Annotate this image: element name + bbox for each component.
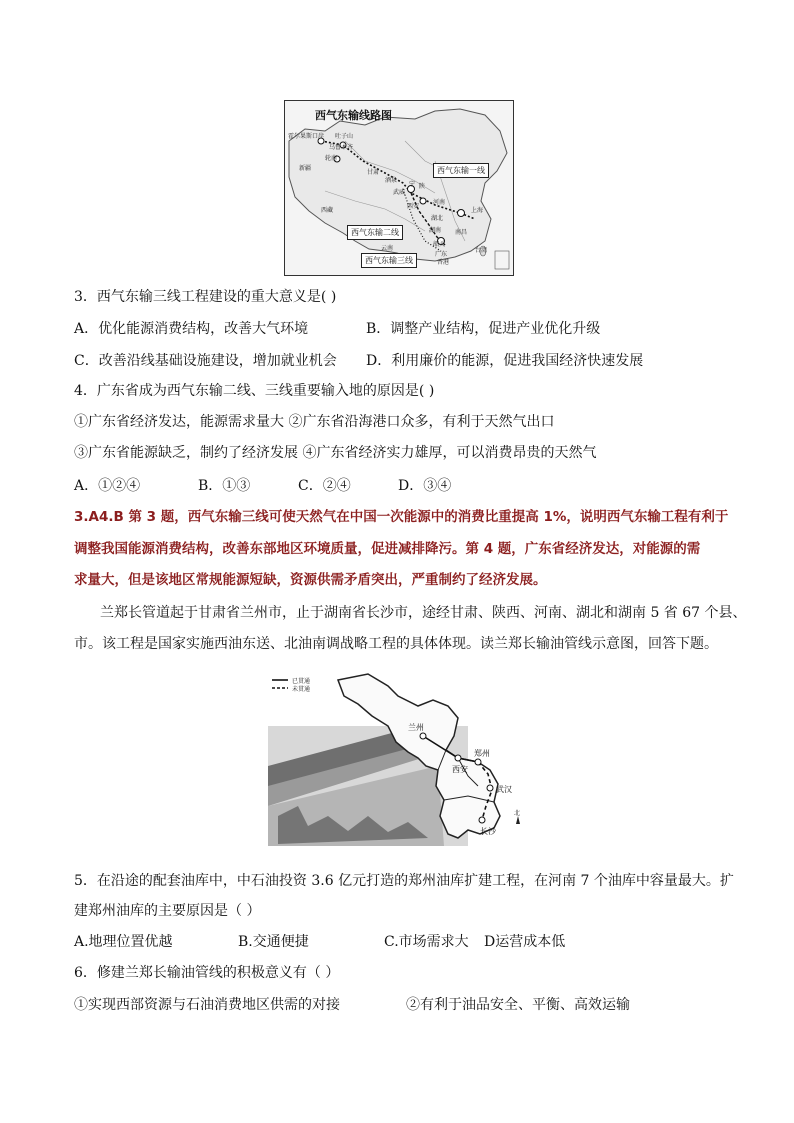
map2-legend-built: 已贯通 xyxy=(292,678,311,685)
lanzhengchang-pipeline-map xyxy=(268,666,528,846)
map1-label-nanchang: 南昌 xyxy=(455,229,468,236)
map2-north-label: 北 xyxy=(514,810,521,817)
q5-stem-line2: 建郑州油库的主要原因是（ ） xyxy=(74,903,261,919)
map1-label-shaoguan: 韶关 xyxy=(433,241,446,248)
q3-option-c: C．改善沿线基础设施建设，增加就业机会 xyxy=(74,353,337,369)
q4-statement-1: ①广东省经济发达，能源需求量大 ②广东省沿海港口众多，有利于天然气出口 xyxy=(74,414,555,430)
q3-option-a: A．优化能源消费结构，改善大气环境 xyxy=(74,321,309,337)
answer-explanation-line2: 调整我国能源消费结构，改善东部地区环境质量，促进减排降污。第 4 题，广东省经济发达，对能源的需 xyxy=(74,541,701,557)
q4-option-a: A．①②④ xyxy=(74,478,141,494)
q4-stem: 4．广东省成为西气东输二线、三线重要输入地的原因是( ) xyxy=(74,383,435,399)
map1-label-xizang: 西藏 xyxy=(321,207,334,214)
q6-statement-1: ①实现西部资源与石油消费地区供需的对接 xyxy=(74,997,340,1013)
map1-label-shaanxi: 陕 xyxy=(419,183,426,190)
q5-option-c: C.市场需求大 xyxy=(384,934,469,950)
map1-label-jiuquan: 酒泉 xyxy=(385,177,398,184)
map1-label-wulumuqi: 乌鲁木齐 xyxy=(329,144,354,151)
map1-label-tuha: 吐子山 xyxy=(335,133,354,140)
map1-label-henan: 河南 xyxy=(433,199,446,206)
q3-stem: 3．西气东输三线工程建设的重大意义是( ) xyxy=(74,289,337,305)
q5-option-b: B.交通便捷 xyxy=(238,934,309,950)
map1-label-yunnan: 云南 xyxy=(381,245,394,252)
map1-label-shanghai: 上海 xyxy=(471,207,484,214)
passage-line1: 兰郑长管道起于甘肃省兰州市，止于湖南省长沙市，途经甘肃、陕西、河南、湖北和湖南 5 省 67 个县、 xyxy=(100,605,747,621)
answer-explanation-line1: 3.A4.B 第 3 题，西气东输三线可使天然气在中国一次能源中的消费比重提高 1%，说明西气东输工程有利于 xyxy=(74,509,729,525)
q5-option-d: D运营成本低 xyxy=(484,934,566,950)
map1-box-line2: 西气东输二线 xyxy=(347,225,403,240)
west-east-gas-map xyxy=(284,100,514,276)
map1-label-gansu: 甘肃 xyxy=(367,169,380,176)
map1-label-wuwei: 武威 xyxy=(393,189,406,196)
q6-stem: 6．修建兰郑长输油管线的积极意义有（ ） xyxy=(74,965,340,981)
q4-statement-2: ③广东省能源缺乏，制约了经济发展 ④广东省经济实力雄厚，可以消费昂贵的天然气 xyxy=(74,445,597,461)
map1-title: 西气东输线路图 xyxy=(315,109,392,122)
map2-label-wuhan: 武汉 xyxy=(496,785,512,794)
map2-label-changsha: 长沙 xyxy=(480,827,496,836)
q4-option-c: C．②④ xyxy=(298,478,351,494)
q3-option-b: B．调整产业结构，促进产业优化升级 xyxy=(366,321,601,337)
q4-option-b: B．①③ xyxy=(198,478,251,494)
q6-statement-2: ②有利于油品安全、平衡、高效运输 xyxy=(406,997,630,1013)
answer-explanation-line3: 求量大，但是该地区常规能源短缺，资源供需矛盾突出，严重制约了经济发展。 xyxy=(74,572,547,588)
q5-stem-line1: 5．在沿途的配套油库中，中石油投资 3.6 亿元打造的郑州油库扩建工程，在河南 7 个油库中容量最大。扩 xyxy=(74,873,734,889)
map1-box-line1: 西气东输一线 xyxy=(433,163,489,178)
q3-option-d: D．利用廉价的能源，促进我国经济快速发展 xyxy=(366,353,644,369)
map2-legend-unbuilt: 未贯通 xyxy=(292,686,311,693)
map1-box-line3: 西气东输三线 xyxy=(361,253,417,268)
map1-label-xinjiang: 新疆 xyxy=(299,165,312,172)
map2-label-lanzhou: 兰州 xyxy=(408,723,424,732)
map1-label-guangdong: 广东 xyxy=(435,251,448,258)
map1-label-hubei: 湖北 xyxy=(431,215,444,222)
map1-label-hunan: 湖南 xyxy=(429,227,442,234)
passage-line2: 市。该工程是国家实施西油东送、北油南调战略工程的具体体现。读兰郑长输油管线示意图，回答下题。 xyxy=(74,636,718,652)
map2-label-zhengzhou: 郑州 xyxy=(474,749,490,758)
map1-label-huoerguosi: 霍尔果斯口岸 xyxy=(288,133,325,140)
map1-label-lunnan: 轮南 xyxy=(325,155,338,162)
map1-label-xianggang: 香港 xyxy=(437,259,450,266)
map2-label-xian: 西安 xyxy=(452,765,468,774)
q4-option-d: D．③④ xyxy=(398,478,452,494)
map1-label-taiwan: 台湾 xyxy=(475,247,488,254)
map1-label-ningxia: 宁 xyxy=(409,181,416,188)
map1-label-xian: 西安 xyxy=(407,203,420,210)
q5-option-a: A.地理位置优越 xyxy=(74,934,173,950)
